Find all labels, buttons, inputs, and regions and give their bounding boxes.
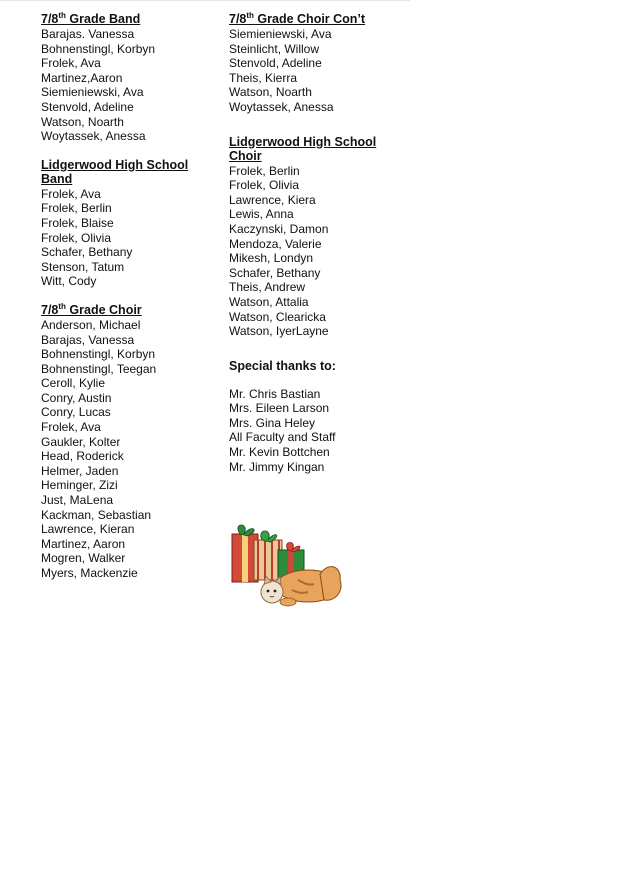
list-item: Mrs. Eileen Larson [229, 401, 330, 416]
list-item: All Faculty and Staff [229, 430, 336, 445]
list-item: Steinlicht, Willow [229, 41, 320, 56]
list-item: Frolek, Ava [41, 186, 101, 201]
list-item: Woytassek, Anessa [229, 99, 334, 114]
list-hs-choir [229, 164, 409, 339]
list-item: Mr. Chris Bastian [229, 386, 321, 401]
list-item: Watson, Noarth [41, 114, 124, 129]
list-item: Watson, IyerLayne [229, 324, 329, 339]
list-item: Bohnenstingl, Korbyn [41, 41, 156, 56]
list-item: Mr. Kevin Bottchen [229, 445, 330, 460]
list-78-choir-cont [229, 27, 409, 115]
list-item: Watson, Noarth [229, 85, 312, 100]
list-item: Mogren, Walker [41, 551, 126, 566]
heading-78-choir-cont: 7/8th Grade Choir Con’t [229, 10, 366, 26]
list-item: Kaczynski, Damon [229, 221, 329, 236]
section-78-choir [41, 303, 221, 581]
heading-hs-choir: Lidgerwood High School Choir [229, 134, 377, 163]
list-item: Siemieniewski, Ava [41, 85, 144, 100]
list-item: Frolek, Ava [41, 56, 101, 71]
list-78-choir [41, 318, 221, 581]
list-item: Myers, Mackenzie [41, 566, 138, 580]
list-item: Anderson, Michael [41, 317, 141, 332]
list-item: Just, MaLena [41, 493, 114, 508]
list-item: Kackman, Sebastian [41, 507, 152, 522]
list-item: Frolek, Ava [41, 420, 101, 435]
list-item: Frolek, Olivia [229, 178, 300, 193]
heading-hs-band: Lidgerwood High School Band [41, 157, 189, 186]
list-item: Frolek, Berlin [229, 163, 300, 178]
section-thanks [229, 359, 409, 475]
list-item: Witt, Cody [41, 274, 97, 289]
heading-special-thanks: Special thanks to: [229, 358, 336, 373]
list-item: Martinez,Aaron [41, 70, 123, 85]
list-thanks [229, 387, 409, 475]
list-item: Woytassek, Anessa [41, 129, 146, 144]
list-item: Barajas, Vanessa [41, 332, 135, 347]
heading-78-choir: 7/8th Grade Choir [41, 301, 142, 317]
list-item: Schafer, Bethany [229, 265, 321, 280]
list-item: Helmer, Jaden [41, 463, 119, 478]
list-item: Frolek, Olivia [41, 230, 112, 245]
list-item: Conry, Lucas [41, 405, 111, 420]
list-item: Stenson, Tatum [41, 259, 125, 274]
list-item: Ceroll, Kylie [41, 376, 106, 391]
list-item: Watson, Clearicka [229, 309, 326, 324]
list-item: Frolek, Berlin [41, 201, 112, 216]
list-item: Bohnenstingl, Korbyn [41, 347, 156, 362]
list-item: Theis, Andrew [229, 280, 306, 295]
list-item: Theis, Kierra [229, 70, 298, 85]
section-78-band [41, 12, 221, 144]
list-item: Barajas. Vanessa [41, 27, 135, 41]
list-item: Gaukler, Kolter [41, 434, 121, 449]
list-item: Watson, Attalia [229, 294, 309, 309]
list-78-band [41, 27, 221, 144]
list-item: Mendoza, Valerie [229, 236, 322, 251]
section-78-choir-cont [229, 12, 409, 115]
list-item: Lawrence, Kieran [41, 522, 135, 537]
list-item: Mrs. Gina Heley [229, 415, 316, 430]
list-item: Siemieniewski, Ava [229, 27, 332, 41]
list-item: Lawrence, Kiera [229, 192, 316, 207]
right-column [229, 12, 409, 488]
cat-gifts-clipart [228, 520, 346, 610]
list-item: Martinez, Aaron [41, 536, 126, 551]
section-hs-choir [229, 135, 409, 339]
list-item: Mr. Jimmy Kingan [229, 459, 325, 474]
left-column [41, 12, 221, 595]
list-item: Head, Roderick [41, 449, 124, 464]
heading-78-band: 7/8th Grade Band [41, 10, 141, 26]
list-hs-band [41, 187, 221, 289]
section-hs-band [41, 158, 221, 289]
list-item: Stenvold, Adeline [229, 56, 322, 71]
list-item: Mikesh, Londyn [229, 251, 314, 266]
list-item: Heminger, Zizi [41, 478, 118, 493]
list-item: Conry, Austin [41, 390, 112, 405]
list-item: Lewis, Anna [229, 207, 294, 222]
list-item: Stenvold, Adeline [41, 99, 134, 114]
list-item: Schafer, Bethany [41, 245, 133, 260]
ribbon-icon [242, 534, 248, 582]
list-item: Bohnenstingl, Teegan [41, 361, 157, 376]
list-item: Frolek, Blaise [41, 215, 114, 230]
scan-edge-line [0, 0, 410, 1]
